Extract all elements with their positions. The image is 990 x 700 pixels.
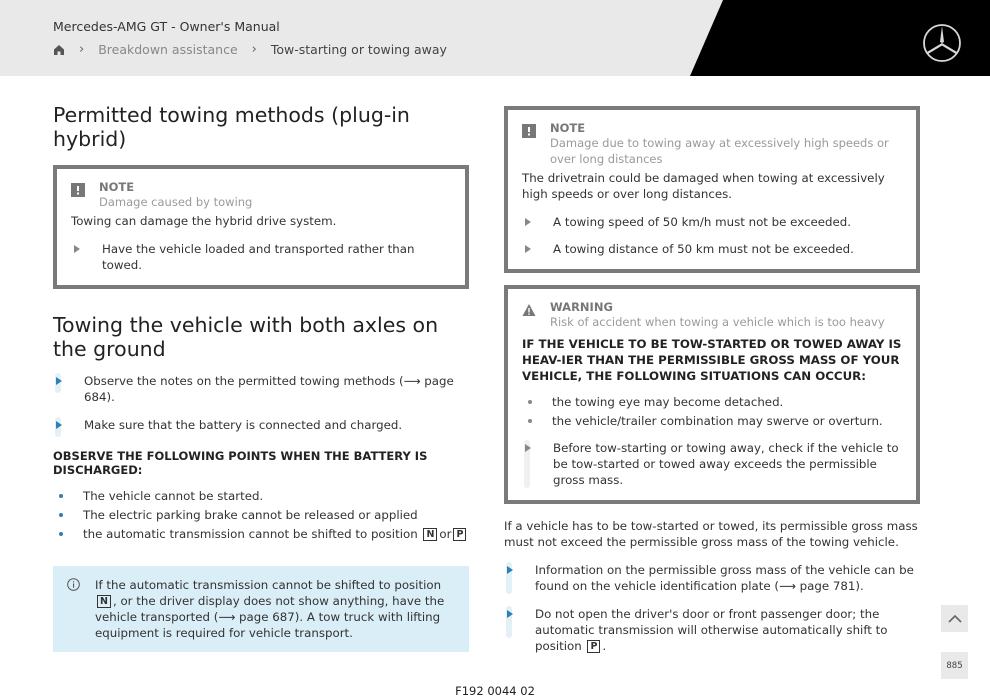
- note-box-hybrid: [53, 165, 469, 289]
- warning-subtitle: Risk of accident when towing a vehicle which is too heavy: [550, 315, 885, 329]
- page-header: [0, 0, 990, 76]
- breadcrumb: [53, 42, 447, 57]
- step-doors: [504, 606, 920, 654]
- info-text-rest[interactable]: , or the driver display does not show anything, have the vehicle transported (⟶ page 687). A tow truck with lifting equipment is required for vehicle transport.: [95, 594, 445, 640]
- step-arrow-icon: [56, 377, 62, 385]
- step-text[interactable]: Information on the permissible gross mass of the vehicle can be found on the vehicle identification plate (⟶ page 781).: [535, 563, 914, 593]
- list-item: The vehicle cannot be started.: [53, 488, 469, 504]
- chevron-right-icon: ›: [251, 42, 257, 57]
- scroll-to-top-button[interactable]: [941, 605, 968, 632]
- gear-key-p: P: [453, 528, 466, 541]
- list-item-or: or: [439, 527, 452, 541]
- warning-caps-text: IF THE VEHICLE TO BE TOW-STARTED OR TOWED AWAY IS HEAV-IER THAN THE PERMISSIBLE GROSS MASS OF YOUR VEHICLE, THE FOLLOWING SITUATIONS CAN OCCUR:: [522, 337, 902, 383]
- page-number-badge[interactable]: 885: [941, 652, 968, 679]
- note-subtitle: Damage caused by towing: [99, 195, 253, 209]
- warning-icon: [522, 303, 536, 317]
- gross-mass-paragraph: If a vehicle has to be tow-started or towed, its permissible gross mass must not exceed the permissible gross mass of the towing vehicle.: [504, 519, 918, 549]
- figure-code: F192 0044 02: [455, 684, 535, 698]
- list-item: the vehicle/trailer combination may swerve or overturn.: [522, 413, 902, 429]
- step-arrow-icon: [56, 421, 62, 429]
- step-arrow-icon: [525, 218, 531, 226]
- step-identification-plate: [504, 562, 920, 594]
- note-step: [71, 241, 451, 273]
- breadcrumb-item-breakdown[interactable]: Breakdown assistance: [98, 42, 238, 57]
- gear-key-n: N: [97, 595, 111, 608]
- step-text: Do not open the driver's door or front passenger door; the automatic transmission will otherwise automatically shift to position: [535, 607, 888, 653]
- note-step: [522, 214, 902, 230]
- step-text: A towing distance of 50 km must not be exceeded.: [553, 242, 854, 256]
- step-arrow-icon: [525, 444, 531, 452]
- note-icon: [522, 124, 536, 138]
- chevron-up-icon: [948, 614, 962, 623]
- step-battery: [53, 417, 469, 433]
- step-text: Have the vehicle loaded and transported rather than towed.: [102, 242, 415, 272]
- list-item-text: the automatic transmission cannot be shifted to position: [83, 527, 418, 541]
- info-box: [53, 566, 469, 652]
- heading-towing-both-axles: Towing the vehicle with both axles on the ground: [53, 313, 439, 361]
- step-arrow-icon: [507, 566, 513, 574]
- step-text: A towing speed of 50 km/h must not be exceeded.: [553, 215, 851, 229]
- gear-key-n: N: [423, 528, 437, 541]
- mercedes-star-icon[interactable]: [921, 22, 963, 64]
- step-text: Before tow-starting or towing away, check if the vehicle to be tow-started or towed away exceeds the permissible gross mass.: [553, 441, 899, 487]
- note-label: NOTE: [550, 121, 586, 135]
- note-label: NOTE: [99, 180, 135, 194]
- note-step: [522, 241, 902, 257]
- note-text: The drivetrain could be damaged when towing at excessively high speeds or over long distances.: [522, 171, 885, 201]
- heading-permitted-towing: Permitted towing methods (plug-in hybrid): [53, 103, 410, 151]
- warning-label: WARNING: [550, 300, 613, 314]
- step-arrow-icon: [74, 245, 80, 253]
- step-text-end: .: [602, 639, 607, 653]
- list-item: The electric parking brake cannot be released or applied: [53, 507, 469, 523]
- info-text: If the automatic transmission cannot be shifted to position: [95, 578, 442, 592]
- home-icon[interactable]: [53, 44, 65, 56]
- list-item: the towing eye may become detached.: [522, 394, 902, 410]
- left-column: [53, 103, 469, 652]
- warning-step: [522, 440, 902, 488]
- gear-key-p: P: [587, 640, 600, 653]
- note-subtitle: Damage due to towing away at excessively high speeds or over long distances: [550, 136, 889, 166]
- step-text: Make sure that the battery is connected and charged.: [84, 418, 403, 432]
- manual-title: Mercedes-AMG GT - Owner's Manual: [53, 19, 280, 34]
- list-item: [53, 526, 469, 542]
- note-icon: [71, 183, 85, 197]
- step-observe-notes: [53, 373, 469, 405]
- note-box-speed: [504, 106, 920, 273]
- chevron-right-icon: ›: [79, 42, 85, 57]
- note-text: Towing can damage the hybrid drive system.: [71, 214, 337, 228]
- step-text[interactable]: Observe the notes on the permitted towing methods (⟶ page 684).: [84, 374, 454, 404]
- right-column: [504, 106, 920, 654]
- warning-box: [504, 285, 920, 504]
- info-icon: [67, 578, 80, 591]
- step-arrow-icon: [525, 245, 531, 253]
- observe-heading: OBSERVE THE FOLLOWING POINTS WHEN THE BATTERY IS DISCHARGED:: [53, 449, 428, 477]
- breadcrumb-item-current: Tow-starting or towing away: [270, 42, 447, 57]
- step-arrow-icon: [507, 610, 513, 618]
